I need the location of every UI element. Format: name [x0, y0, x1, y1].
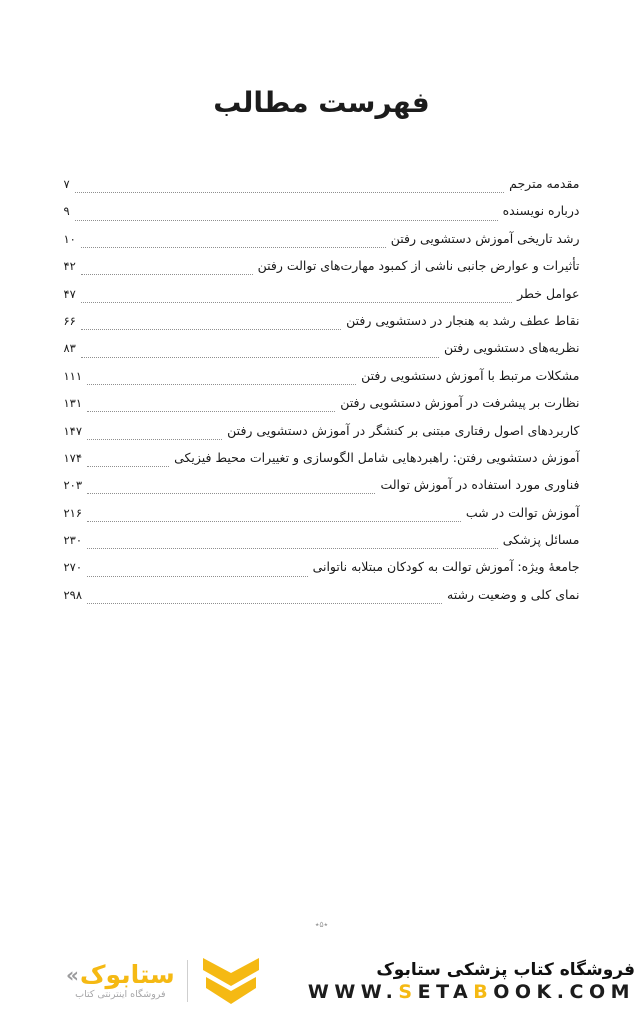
dotted-leader [81, 329, 341, 330]
toc-entry-page: ۲۹۸ [63, 587, 83, 602]
toc-entry-page: ۱۰ [63, 231, 76, 246]
dotted-leader [81, 274, 253, 275]
toc-row [64, 313, 580, 340]
store-name: فروشگاه کتاب پزشکی ستابوک [376, 959, 635, 980]
toc-entry-page: ۲۱۶ [63, 505, 83, 520]
toc-entry-title: جامعهٔ ویژه: آموزش توالت به کودکان مبتلابه ناتوانی [312, 559, 580, 575]
toc-entry-page: ۶۶ [63, 313, 76, 328]
setabook-logo [66, 956, 262, 1006]
toc-entry-title: مشکلات مرتبط با آموزش دستشویی رفتن [361, 367, 580, 383]
logo-wordmark [66, 962, 175, 988]
toc-entry-page: ۹ [63, 204, 70, 219]
store-url-segment: WWW. [307, 980, 399, 1003]
toc-entry-title: عوامل خطر [517, 285, 580, 301]
toc-entry-title: نظریه‌های دستشویی رفتن [443, 340, 580, 356]
toc-entry-title: نقاط عطف رشد به هنجار در دستشویی رفتن [346, 312, 580, 328]
dotted-leader [87, 384, 356, 385]
double-chevron-badge-icon [200, 956, 262, 1006]
toc-row [64, 505, 580, 532]
toc-entry-page: ۴۷ [63, 286, 76, 301]
toc-row [64, 423, 580, 450]
toc-row [64, 176, 580, 203]
logo-wordmark-block [66, 962, 175, 1000]
toc-entry-title: آموزش توالت در شب [465, 504, 580, 520]
toc-row [64, 395, 580, 422]
dotted-leader [87, 466, 169, 467]
toc-entry-title: نظارت بر پیشرفت در آموزش دستشویی رفتن [340, 395, 580, 411]
toc-entry-page: ۱۴۷ [63, 423, 83, 438]
toc-entry-title: رشد تاریخی آموزش دستشویی رفتن [390, 230, 580, 246]
toc-entry-page: ۸۳ [63, 341, 76, 356]
dotted-leader [87, 411, 335, 412]
toc-row [64, 450, 580, 477]
toc-row [64, 340, 580, 367]
toc-entry-page: ۲۰۳ [63, 478, 83, 493]
dotted-leader [87, 493, 375, 494]
dotted-leader [81, 357, 439, 358]
toc-entry-page: ۱۷۴ [63, 450, 83, 465]
store-block [308, 960, 637, 1003]
toc-entry-title: آموزش دستشویی رفتن: راهبردهایی شامل الگوسازی و تغییرات محیط فیزیکی [174, 449, 580, 465]
toc-row [64, 286, 580, 313]
dotted-leader [87, 576, 308, 577]
logo-wordmark-text: ستابوک [79, 960, 175, 989]
store-url-segment: ETA [417, 980, 474, 1003]
dotted-leader [87, 521, 461, 522]
dotted-leader [81, 302, 512, 303]
toc-entry-page: ۴۲ [63, 259, 76, 274]
toc-entry-page: ۲۷۰ [63, 560, 83, 575]
page-ornament: ٭۵٭ [314, 920, 328, 929]
store-url-segment: OOK.COM [493, 980, 635, 1003]
store-url-segment: S [398, 980, 418, 1003]
toc-row [64, 477, 580, 504]
dotted-leader [87, 548, 498, 549]
dotted-leader [81, 247, 386, 248]
toc-entry-title: کاربردهای اصول رفتاری مبتنی بر کنشگر در آموزش دستشویی رفتن [227, 422, 580, 438]
toc-entry-page: ۱۱۱ [63, 368, 83, 383]
logo-divider [187, 960, 188, 1002]
footer [0, 952, 643, 1012]
dotted-leader [75, 192, 504, 193]
toc-row [64, 532, 580, 559]
toc-list [64, 176, 580, 614]
toc-entry-title: مقدمه مترجم [509, 176, 580, 191]
toc-entry-title: درباره نویسنده [502, 203, 580, 219]
dotted-leader [87, 439, 222, 440]
store-url [308, 981, 635, 1003]
toc-row [64, 258, 580, 285]
page-title: فهرست مطالب [213, 86, 430, 119]
toc-row [64, 368, 580, 395]
toc-entry-title: نمای کلی و وضعیت رشته [447, 586, 580, 602]
toc-entry-page: ۷ [63, 177, 70, 191]
toc-entry-title: تأثیرات و عوارض جانبی ناشی از کمبود مهارت‌های توالت رفتن [257, 258, 580, 274]
toc-entry-title: فناوری مورد استفاده در آموزش توالت [380, 477, 580, 493]
logo-tagline: فروشگاه اینترنتی کتاب [75, 989, 166, 1000]
toc-row [64, 587, 580, 614]
dotted-leader [87, 603, 442, 604]
toc-row [64, 203, 580, 230]
toc-row [64, 231, 580, 258]
toc-row [64, 559, 580, 586]
store-url-segment: B [473, 980, 494, 1003]
toc-entry-page: ۱۳۱ [63, 396, 83, 411]
guillemet-icon: « [66, 963, 79, 987]
toc-entry-page: ۲۳۰ [63, 533, 83, 548]
toc-entry-title: مسائل پزشکی [502, 532, 580, 548]
dotted-leader [75, 220, 498, 221]
